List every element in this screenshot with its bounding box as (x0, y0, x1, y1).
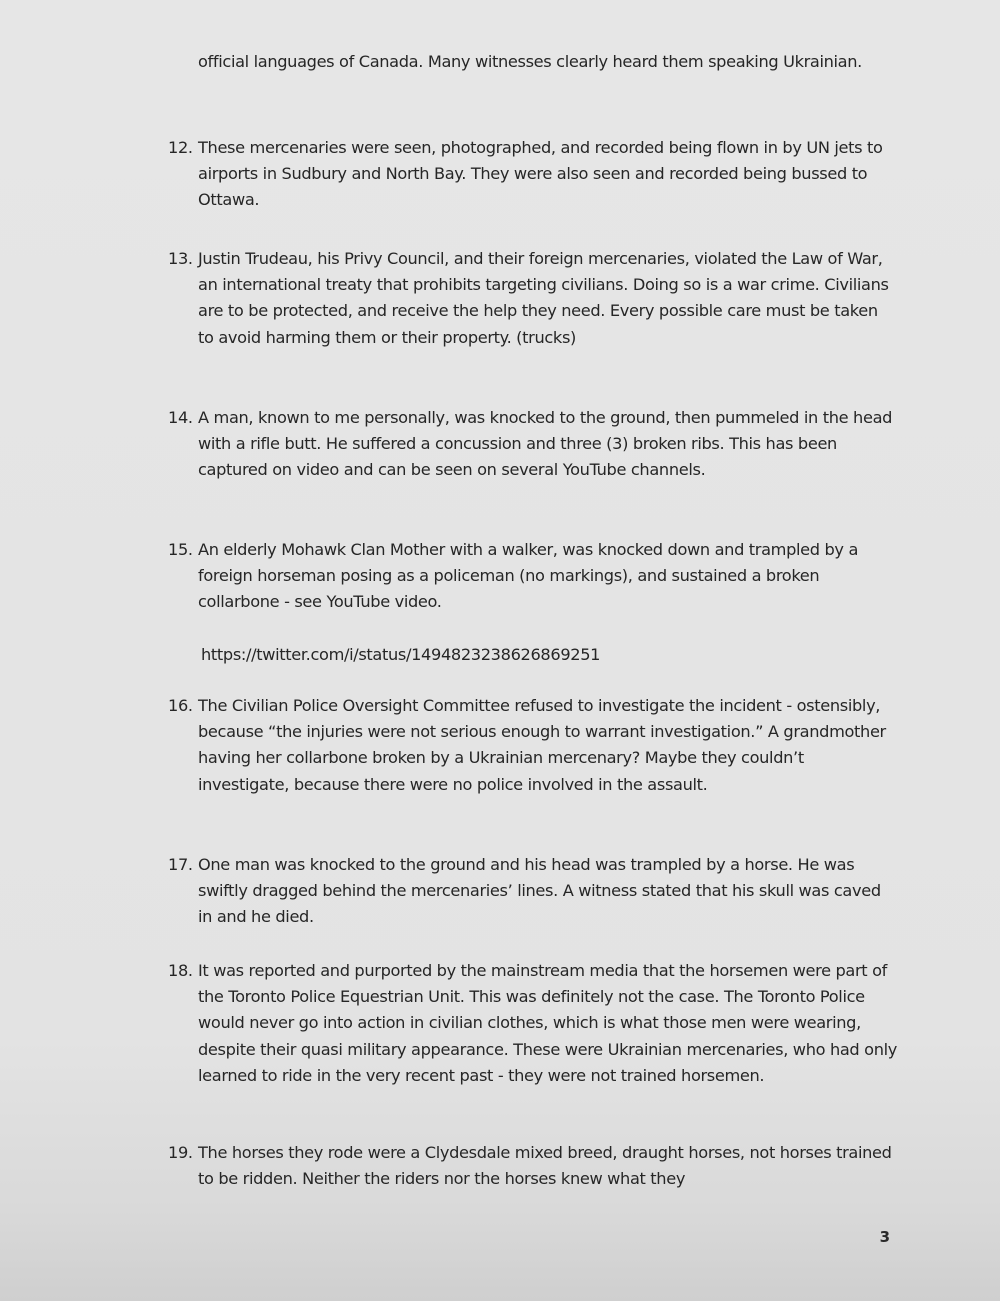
item-number: 17. (168, 855, 193, 874)
item-number: 18. (168, 961, 193, 980)
list-item-17 (168, 852, 898, 931)
list-item-12 (168, 135, 898, 214)
item-number: 14. (168, 408, 193, 427)
item-text: Justin Trudeau, his Privy Council, and their foreign mercenaries, violated the Law of War, an international treaty that prohibits targeting civilians. Doing so is a war crime. Civilians are to be protected, and receive the help they need. Every possible care must be taken to avoid harming them or their property. (trucks) (198, 249, 889, 347)
item-number: 16. (168, 696, 193, 715)
list-item-16 (168, 693, 898, 798)
paragraph-11-continued: official languages of Canada. Many witnesses clearly heard them speaking Ukrainian. (198, 52, 862, 71)
item-text: An elderly Mohawk Clan Mother with a walker, was knocked down and trampled by a foreign horseman posing as a policeman (no markings), and sustained a broken collarbone - see YouTube video. (198, 540, 859, 612)
item-text: These mercenaries were seen, photographed, and recorded being flown in by UN jets to airports in Sudbury and North Bay. They were also seen and recorded being bussed to Ottawa. (198, 138, 883, 210)
item-text: The Civilian Police Oversight Committee refused to investigate the incident - ostensibly, because “the injuries were not serious enough to warrant investigation.” A grandmother having her collarbone broken by a Ukrainian mercenary? Maybe they couldn’t investigate, because there were no police involved in the assault. (198, 696, 886, 794)
item-text: One man was knocked to the ground and his head was trampled by a horse. He was swiftly dragged behind the mercenaries’ lines. A witness stated that his skull was caved in and he died. (198, 855, 881, 927)
page-number: 3 (879, 1228, 890, 1246)
list-item-19 (168, 1140, 898, 1192)
twitter-link[interactable]: https://twitter.com/i/status/1494823238626869251 (201, 645, 601, 664)
item-text: The horses they rode were a Clydesdale mixed breed, draught horses, not horses trained to be ridden. Neither the riders nor the horses knew what they (198, 1143, 892, 1189)
list-item-13 (168, 246, 898, 351)
list-item-15 (168, 537, 898, 616)
list-item-14 (168, 405, 898, 484)
item-number: 19. (168, 1143, 193, 1162)
item-number: 12. (168, 138, 193, 157)
list-item-18 (168, 958, 898, 1089)
item-number: 15. (168, 540, 193, 559)
item-number: 13. (168, 249, 193, 268)
item-text: It was reported and purported by the mainstream media that the horsemen were part of the Toronto Police Equestrian Unit. This was definitely not the case. The Toronto Police would never go into action in civilian clothes, which is what those men were wearing, despite their quasi military appearance. These were Ukrainian mercenaries, who had only learned to ride in the very recent past - they were not trained horsemen. (198, 961, 897, 1085)
item-text: A man, known to me personally, was knocked to the ground, then pummeled in the head with a rifle butt. He suffered a concussion and three (3) broken ribs. This has been captured on video and can be seen on several YouTube channels. (198, 408, 893, 480)
